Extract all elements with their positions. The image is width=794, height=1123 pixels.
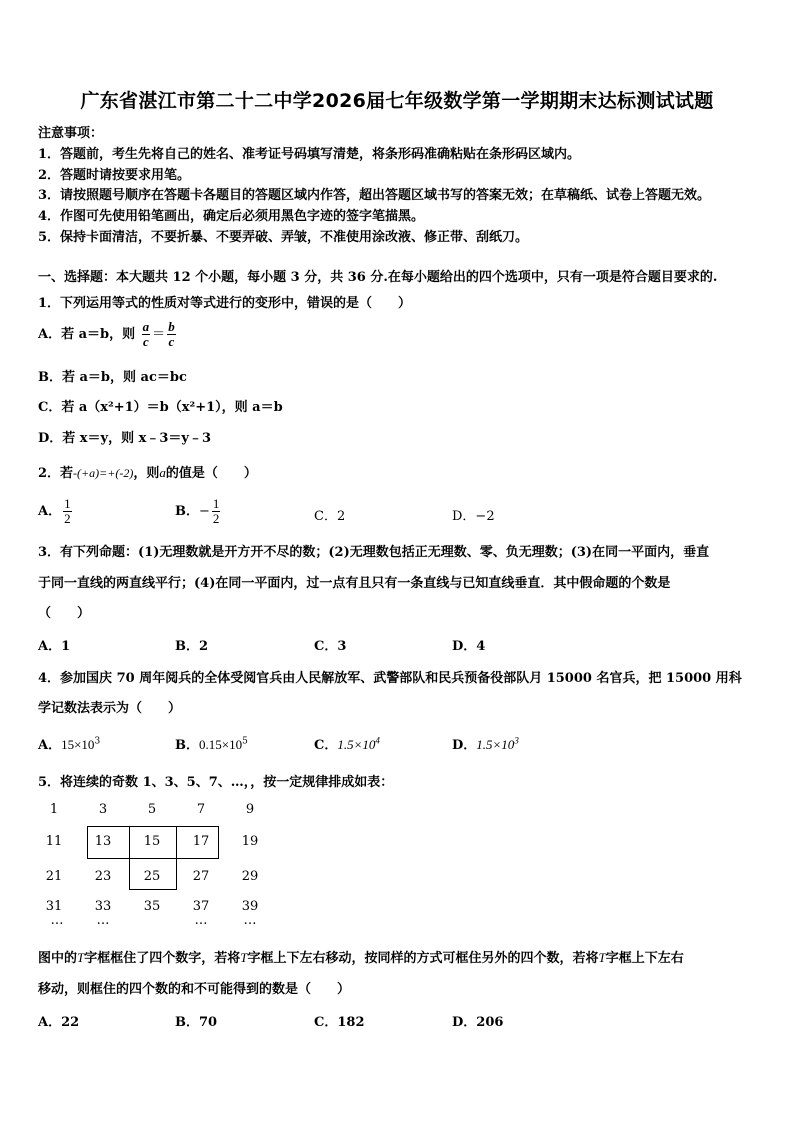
grid-cell: 1 bbox=[49, 802, 59, 817]
q2-stem-prefix: 2．若 bbox=[38, 466, 74, 481]
q5-desc-suffix: 字框上下左右 bbox=[605, 951, 684, 966]
q5-option-a: A．22 bbox=[38, 1015, 80, 1030]
q2-a-label: A． bbox=[38, 504, 62, 519]
q4-d-label: D． bbox=[452, 738, 477, 753]
q1-a-num1: a bbox=[142, 319, 150, 334]
grid-cell: 35 bbox=[143, 899, 161, 914]
notice-item-5: 5．保持卡面清洁，不要折暴、不要弄破、弄皱，不准使用涂改液、修正带、刮纸刀。 bbox=[38, 230, 529, 245]
q4-option-d bbox=[452, 734, 519, 753]
q3-option-c: C．3 bbox=[314, 639, 347, 654]
grid-cell: 25 bbox=[143, 869, 161, 884]
section-heading: 一、选择题：本大题共 12 个小题，每小题 3 分，共 36 分.在每小题给出的四个选项中，只有一项是符合题目要求的. bbox=[38, 270, 718, 285]
grid-ellipsis: … bbox=[96, 913, 110, 928]
q3-option-a: A．1 bbox=[38, 639, 71, 654]
q4-option-a bbox=[38, 734, 100, 753]
q2-b-den: 2 bbox=[212, 511, 220, 526]
q2-b-num: 1 bbox=[212, 496, 220, 511]
q4-c-exp: 4 bbox=[375, 735, 380, 746]
q2-stem-math: -(+a)=+(-2) bbox=[73, 466, 134, 480]
grid-cell: 3 bbox=[98, 802, 108, 817]
notice-item-4: 4．作图可先使用铅笔画出，确定后必须用黑色字迹的签字笔描黑。 bbox=[38, 209, 425, 224]
q5-desc-line-1 bbox=[38, 947, 684, 966]
q2-option-b bbox=[175, 494, 222, 530]
q5-t-letter: T bbox=[77, 950, 85, 965]
q2-option-c: C．2 bbox=[314, 509, 346, 524]
grid-cell: 15 bbox=[143, 834, 161, 849]
q5-desc-mid2: 字框上下左右移动，按同样的方式可框住另外的四个数，若将 bbox=[247, 951, 599, 966]
q5-t-letter: T bbox=[240, 950, 248, 965]
grid-cell: 9 bbox=[245, 802, 255, 817]
q5-desc-mid: 字框框住了四个数字，若将 bbox=[84, 951, 241, 966]
q4-option-c bbox=[314, 734, 380, 753]
grid-cell: 37 bbox=[192, 899, 210, 914]
q1-a-fraction-2 bbox=[167, 320, 176, 349]
q5-option-d: D．206 bbox=[452, 1015, 504, 1030]
q1-a-den1: c bbox=[143, 334, 149, 349]
q5-t-letter: T bbox=[598, 950, 606, 965]
q3-option-d: D．4 bbox=[452, 639, 486, 654]
notice-item-3: 3．请按照题号顺序在答题卡各题目的答题区域内作答，超出答题区域书写的答案无效；在草稿纸、试卷上答题无效。 bbox=[38, 188, 711, 203]
notice-heading: 注意事项： bbox=[38, 126, 104, 141]
q4-b-label: B． bbox=[175, 738, 199, 753]
q5-option-c: C．182 bbox=[314, 1015, 365, 1030]
q2-a-den: 2 bbox=[64, 511, 71, 526]
grid-cell: 27 bbox=[192, 869, 210, 884]
q2-stem-suffix: 的值是（ ） bbox=[165, 466, 257, 481]
notice-item-1: 1．答题前，考生先将自己的姓名、准考证号码填写清楚，将条形码准确粘贴在条形码区域内。 bbox=[38, 147, 581, 162]
grid-ellipsis: … bbox=[194, 913, 208, 928]
grid-cell: 17 bbox=[192, 834, 210, 849]
q5-desc-prefix: 图中的 bbox=[38, 951, 78, 966]
q2-option-d: D．−2 bbox=[452, 509, 495, 524]
q4-c-base: 1.5×10 bbox=[337, 737, 376, 752]
grid-cell: 19 bbox=[241, 834, 259, 849]
q1-stem: 1．下列运用等式的性质对等式进行的变形中，错误的是（ ） bbox=[38, 296, 412, 311]
q4-a-base: 15×10 bbox=[61, 737, 95, 752]
q1-a-den2: c bbox=[168, 334, 175, 349]
q4-d-exp: 3 bbox=[514, 735, 519, 746]
q2-stem-mid: ，则 bbox=[133, 466, 160, 481]
q4-d-base: 1.5×10 bbox=[476, 737, 515, 752]
grid-cell: 33 bbox=[94, 899, 112, 914]
q5-option-b: B．70 bbox=[175, 1015, 218, 1030]
q4-option-b bbox=[175, 734, 248, 753]
q1-option-c: C．若 a（x²+1）＝b（x²+1），则 a＝b bbox=[38, 400, 283, 415]
q1-a-fraction-1 bbox=[142, 320, 151, 349]
q3-line-3: （ ） bbox=[38, 606, 91, 621]
q1-option-d: D．若 x＝y，则 x﹣3＝y﹣3 bbox=[38, 431, 212, 446]
grid-cell: 5 bbox=[147, 802, 157, 817]
q2-b-fraction bbox=[212, 497, 221, 526]
q4-b-exp: 5 bbox=[242, 736, 248, 747]
q4-b-base: 0.15×10 bbox=[199, 737, 243, 752]
q1-option-b: B．若 a＝b，则 ac＝bc bbox=[38, 370, 187, 385]
grid-cell: 31 bbox=[45, 899, 63, 914]
q3-line-1: 3．有下列命题：(1)无理数就是开方开不尽的数；(2)无理数包括正无理数、零、负无理数；(3)在同一平面内，垂直 bbox=[38, 545, 710, 560]
q1-option-a bbox=[38, 318, 178, 352]
grid-cell: 13 bbox=[94, 834, 112, 849]
q2-stem bbox=[38, 462, 257, 481]
grid-cell: 7 bbox=[196, 802, 206, 817]
grid-ellipsis: … bbox=[243, 913, 257, 928]
q4-a-exp: 3 bbox=[94, 736, 101, 747]
q3-line-2: 于同一直线的两直线平行；(4)在同一平面内，过一点有且只有一条直线与已知直线垂直．其中假命题的个数是 bbox=[38, 576, 671, 591]
grid-cell: 23 bbox=[94, 869, 112, 884]
q4-line-2: 学记数法表示为（ ） bbox=[38, 701, 182, 716]
q1-a-eq: ＝ bbox=[152, 327, 166, 342]
notice-item-2: 2．答题时请按要求用笔。 bbox=[38, 168, 191, 183]
q2-stem-var: a bbox=[159, 465, 166, 480]
grid-ellipsis: … bbox=[50, 913, 64, 928]
q1-a-text: A．若 a＝b，则 bbox=[38, 327, 136, 342]
q5-desc-line-2: 移动，则框住的四个数的和不可能得到的数是（ ） bbox=[38, 982, 351, 997]
q2-a-fraction bbox=[63, 497, 72, 526]
q2-b-sign: − bbox=[199, 504, 210, 519]
q4-a-label: A． bbox=[38, 738, 62, 753]
q2-b-label: B． bbox=[175, 504, 199, 519]
q1-a-num2: b bbox=[168, 319, 175, 334]
grid-cell: 39 bbox=[241, 899, 259, 914]
grid-cell: 29 bbox=[241, 869, 259, 884]
grid-cell: 21 bbox=[45, 869, 63, 884]
q3-option-b: B．2 bbox=[175, 639, 209, 654]
q2-a-num: 1 bbox=[64, 496, 71, 511]
page-title: 广东省湛江市第二十二中学2026届七年级数学第一学期期末达标测试试题 bbox=[80, 90, 714, 112]
grid-cell: 11 bbox=[45, 834, 63, 849]
q2-option-a bbox=[38, 494, 74, 530]
q4-c-label: C． bbox=[314, 738, 338, 753]
q4-line-1: 4．参加国庆 70 周年阅兵的全体受阅官兵由人民解放军、武警部队和民兵预备役部队月 15000 名官兵，把 15000 用科 bbox=[38, 671, 742, 686]
q5-stem: 5．将连续的奇数 1、3、5、7、…，，按一定规律排成如表： bbox=[38, 775, 394, 790]
